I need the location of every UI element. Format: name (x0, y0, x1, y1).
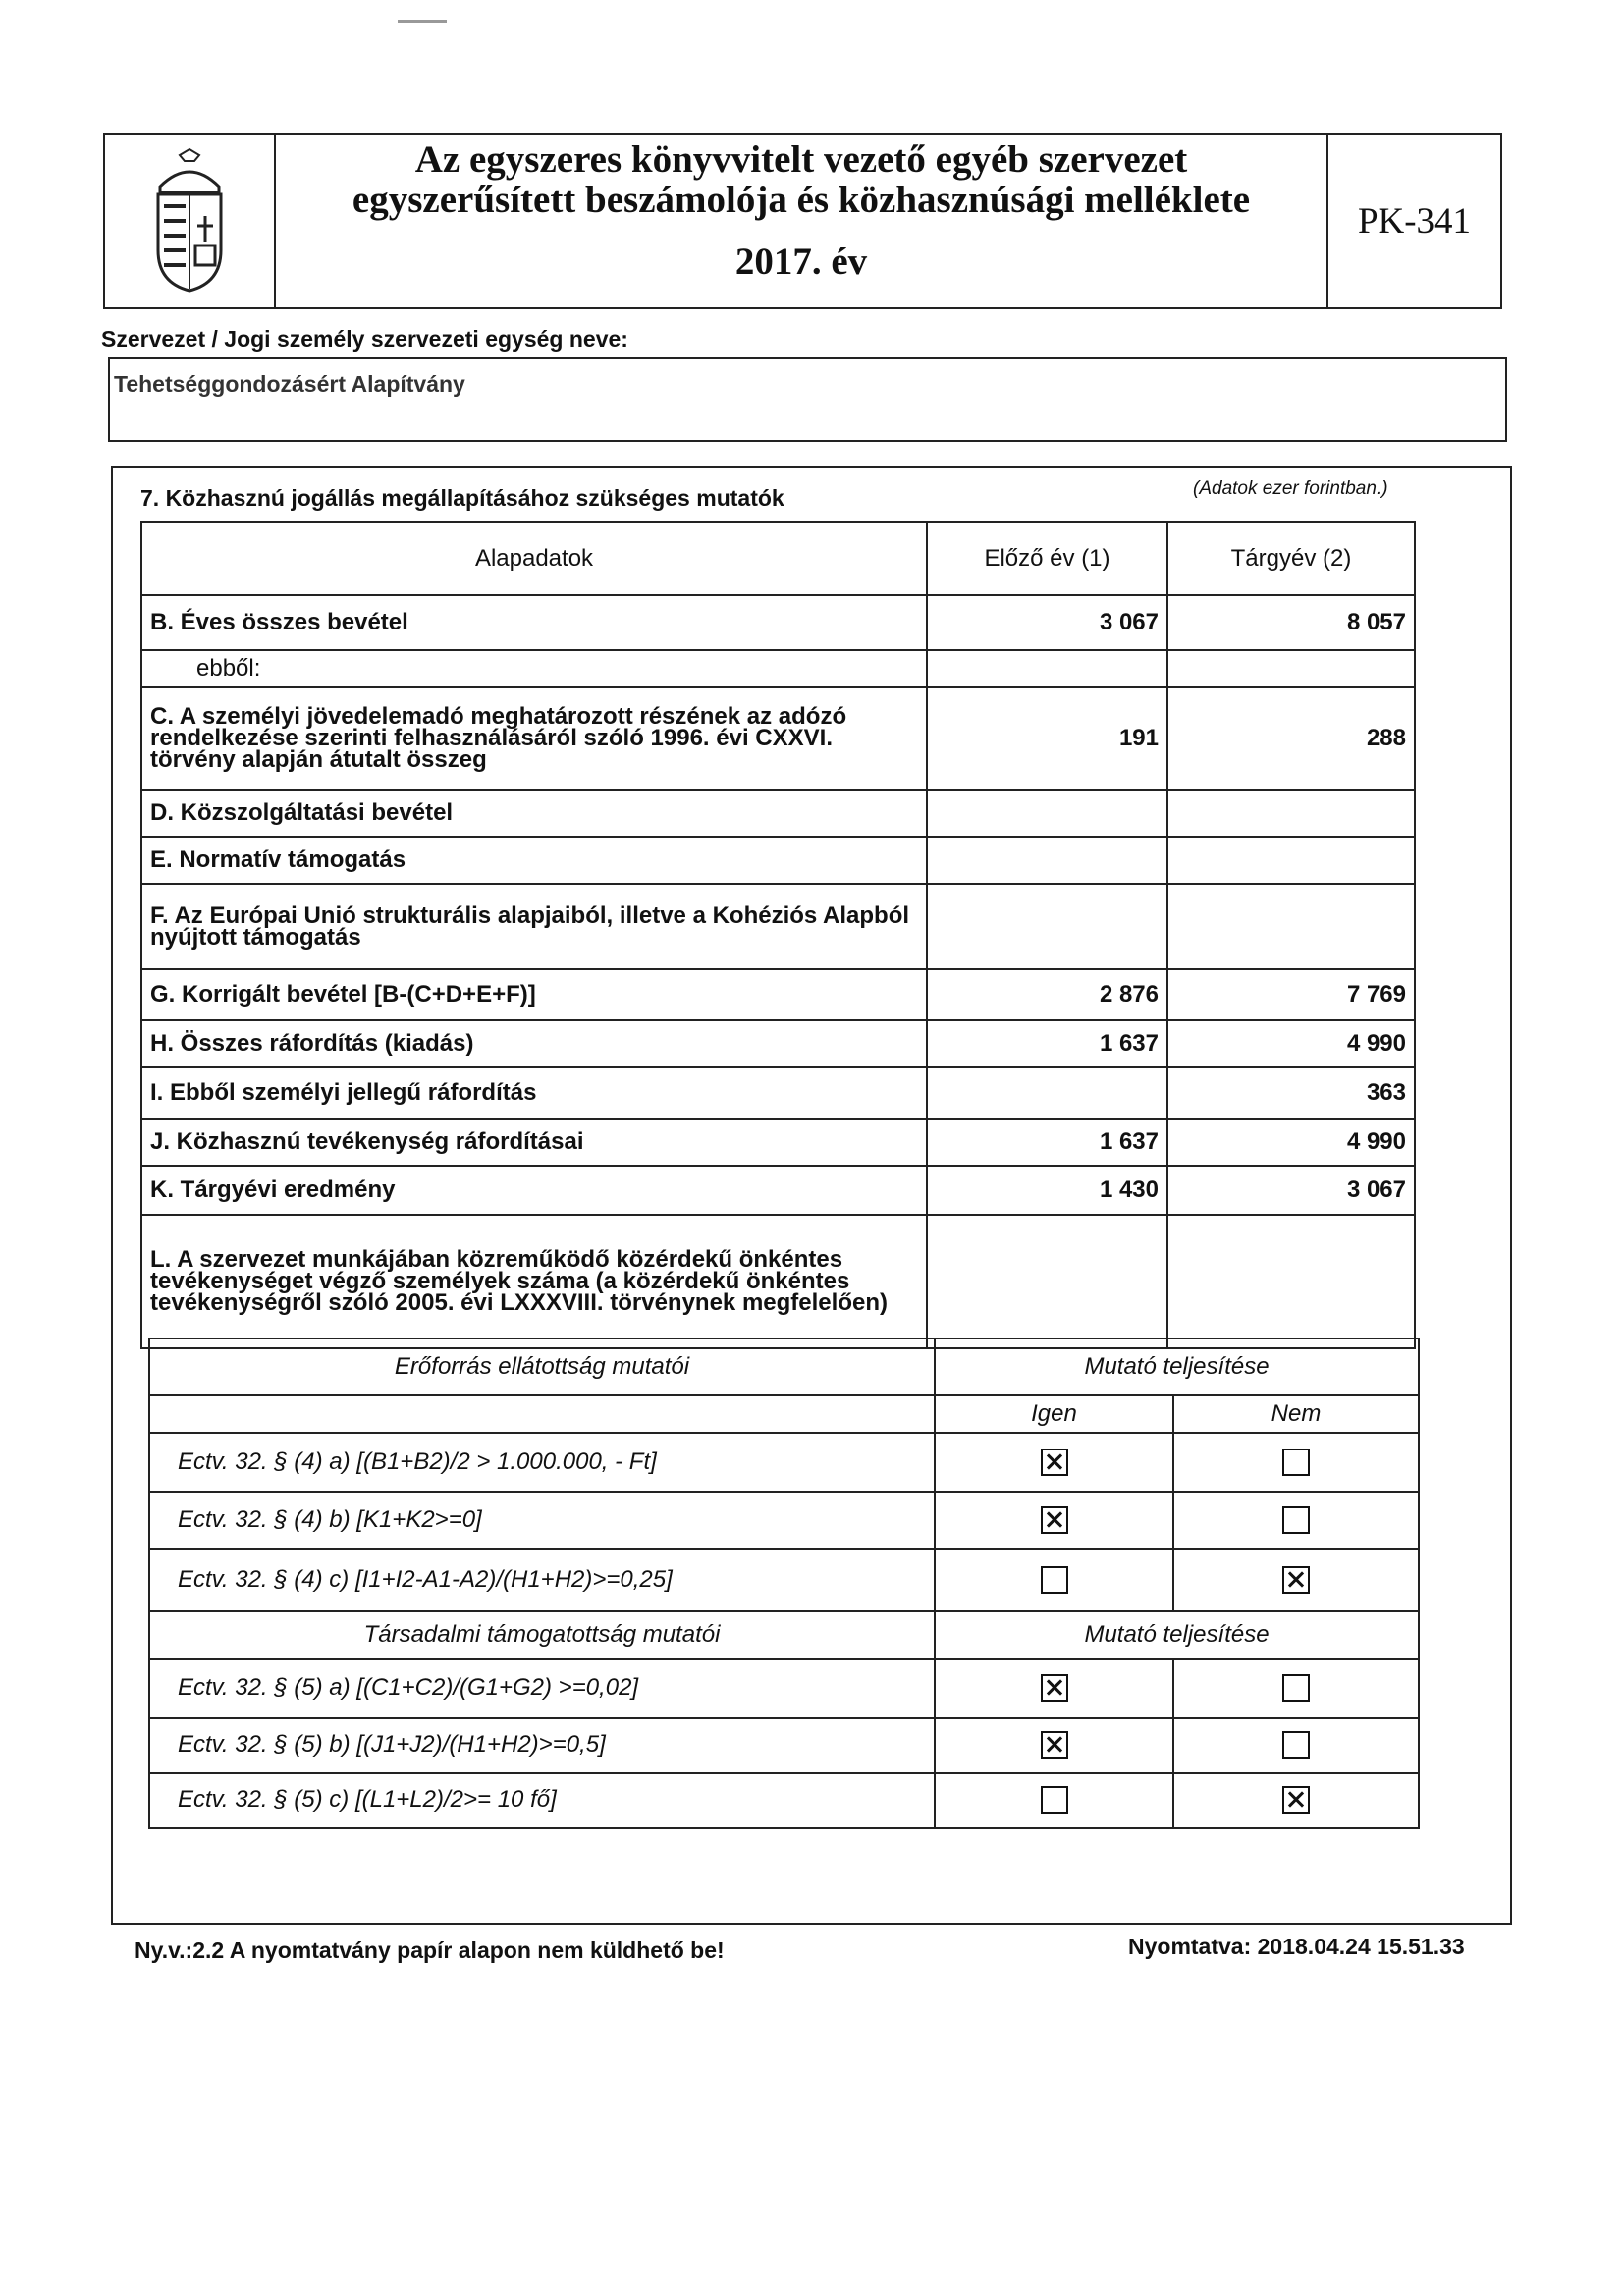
title-line-1: Az egyszeres könyvvitelt vezető egyéb szervezet (414, 138, 1188, 181)
row-label: J. Közhasznú tevékenység ráfordításai (141, 1119, 927, 1166)
social-indicators-title: Társadalmi támogatottság mutatói (149, 1611, 935, 1659)
previous-year-value (927, 1067, 1167, 1119)
previous-year-value (927, 884, 1167, 969)
yes-no-header-row (149, 1395, 1419, 1433)
basic-data-table (140, 521, 1416, 1349)
footer-version-note: Ny.v.:2.2 A nyomtatvány papír alapon nem küldhető be! (135, 1938, 725, 1963)
indicator-label: Ectv. 32. § (5) b) [(J1+J2)/(H1+H2)>=0,5] (149, 1718, 935, 1773)
scan-mark (398, 20, 447, 23)
indicator-label: Ectv. 32. § (4) c) [I1+I2-A1-A2)/(H1+H2)>=0,25] (149, 1549, 935, 1611)
yes-checkbox[interactable] (1041, 1449, 1068, 1476)
table-header-row (141, 522, 1415, 595)
indicator-row (149, 1659, 1419, 1718)
no-checkbox[interactable] (1282, 1449, 1310, 1476)
table-row (141, 1067, 1415, 1119)
table-row (141, 1020, 1415, 1067)
no-checkbox[interactable] (1282, 1786, 1310, 1814)
row-label: B. Éves összes bevétel (141, 595, 927, 650)
section-title: 7. Közhasznú jogállás megállapításához szükséges mutatók (140, 485, 784, 511)
indicator-row (149, 1718, 1419, 1773)
table-row (141, 837, 1415, 884)
previous-year-value (927, 790, 1167, 837)
row-label: ebből: (141, 650, 927, 687)
current-year-value (1167, 650, 1415, 687)
row-label: H. Összes ráfordítás (kiadás) (141, 1020, 927, 1067)
indicator-label: Ectv. 32. § (5) a) [(C1+C2)/(G1+G2) >=0,02] (149, 1659, 935, 1718)
previous-year-value: 1 430 (927, 1166, 1167, 1215)
row-label: L. A szervezet munkájában közreműködő közérdekű önkéntes tevékenységet végző személyek száma (a közérdekű önkéntes tevékenységről szóló 2005. évi LXXXVIII. törvénynek megfelelően) (141, 1215, 927, 1348)
previous-year-value: 2 876 (927, 969, 1167, 1020)
previous-year-value (927, 650, 1167, 687)
no-checkbox[interactable] (1282, 1674, 1310, 1702)
current-year-value: 4 990 (1167, 1119, 1415, 1166)
table-row (141, 884, 1415, 969)
yes-checkbox[interactable] (1041, 1786, 1068, 1814)
yes-checkbox[interactable] (1041, 1731, 1068, 1759)
row-label: D. Közszolgáltatási bevétel (141, 790, 927, 837)
indicator-row (149, 1549, 1419, 1611)
table-row (141, 687, 1415, 790)
indicator-label: Ectv. 32. § (4) b) [K1+K2>=0] (149, 1492, 935, 1549)
organization-label: Szervezet / Jogi személy szervezeti egység neve: (101, 326, 628, 352)
column-header-basic-data: Alapadatok (141, 522, 927, 595)
form-code: PK-341 (1326, 135, 1500, 307)
organization-name: Tehetséggondozásért Alapítvány (114, 371, 465, 397)
social-header-row (149, 1611, 1419, 1659)
form-header (103, 133, 1502, 309)
indicator-label: Ectv. 32. § (5) c) [(L1+L2)/2>= 10 fő] (149, 1773, 935, 1828)
current-year-value (1167, 884, 1415, 969)
coat-of-arms-icon (105, 135, 276, 307)
row-label: E. Normatív támogatás (141, 837, 927, 884)
previous-year-value (927, 837, 1167, 884)
table-row (141, 790, 1415, 837)
title-line-2: egyszerűsített beszámolója és közhasznúsági melléklete (352, 179, 1251, 221)
fulfilment-title: Mutató teljesítése (935, 1611, 1419, 1659)
resource-indicators-title: Erőforrás ellátottság mutatói (149, 1339, 935, 1395)
form-title (274, 135, 1328, 307)
current-year-value: 288 (1167, 687, 1415, 790)
indicator-row (149, 1773, 1419, 1828)
table-row (141, 1215, 1415, 1348)
previous-year-value: 1 637 (927, 1020, 1167, 1067)
resource-header-row (149, 1339, 1419, 1395)
previous-year-value: 1 637 (927, 1119, 1167, 1166)
no-column-header: Nem (1173, 1395, 1419, 1433)
empty-cell (149, 1395, 935, 1433)
column-header-previous-year: Előző év (1) (927, 522, 1167, 595)
indicators-table (148, 1338, 1420, 1829)
table-row (141, 595, 1415, 650)
no-checkbox[interactable] (1282, 1731, 1310, 1759)
table-row (141, 1166, 1415, 1215)
current-year-value (1167, 790, 1415, 837)
previous-year-value: 191 (927, 687, 1167, 790)
current-year-value: 7 769 (1167, 969, 1415, 1020)
current-year-value: 363 (1167, 1067, 1415, 1119)
yes-checkbox[interactable] (1041, 1674, 1068, 1702)
no-checkbox[interactable] (1282, 1566, 1310, 1594)
indicator-row (149, 1492, 1419, 1549)
column-header-current-year: Tárgyév (2) (1167, 522, 1415, 595)
fulfilment-title: Mutató teljesítése (935, 1339, 1419, 1395)
row-label: I. Ebből személyi jellegű ráfordítás (141, 1067, 927, 1119)
table-row (141, 969, 1415, 1020)
row-label: G. Korrigált bevétel [B-(C+D+E+F)] (141, 969, 927, 1020)
no-checkbox[interactable] (1282, 1506, 1310, 1534)
units-note: (Adatok ezer forintban.) (1193, 478, 1388, 499)
current-year-value: 4 990 (1167, 1020, 1415, 1067)
table-row (141, 650, 1415, 687)
row-label: F. Az Európai Unió strukturális alapjaiból, illetve a Kohéziós Alapból nyújtott támogatás (141, 884, 927, 969)
table-row (141, 1119, 1415, 1166)
current-year-value: 3 067 (1167, 1166, 1415, 1215)
indicator-label: Ectv. 32. § (4) a) [(B1+B2)/2 > 1.000.000, - Ft] (149, 1433, 935, 1492)
current-year-value (1167, 837, 1415, 884)
report-year: 2017. év (734, 241, 868, 283)
current-year-value: 8 057 (1167, 595, 1415, 650)
current-year-value (1167, 1215, 1415, 1348)
indicator-row (149, 1433, 1419, 1492)
organization-name-field[interactable] (108, 357, 1507, 442)
yes-checkbox[interactable] (1041, 1506, 1068, 1534)
yes-checkbox[interactable] (1041, 1566, 1068, 1594)
row-label: K. Tárgyévi eredmény (141, 1166, 927, 1215)
yes-column-header: Igen (935, 1395, 1173, 1433)
previous-year-value: 3 067 (927, 595, 1167, 650)
footer-print-timestamp: Nyomtatva: 2018.04.24 15.51.33 (1128, 1934, 1465, 1959)
previous-year-value (927, 1215, 1167, 1348)
row-label: C. A személyi jövedelemadó meghatározott részének az adózó rendelkezése szerinti felhasználásáról szóló 1996. évi CXXVI. törvény alapján átutalt összeg (141, 687, 927, 790)
